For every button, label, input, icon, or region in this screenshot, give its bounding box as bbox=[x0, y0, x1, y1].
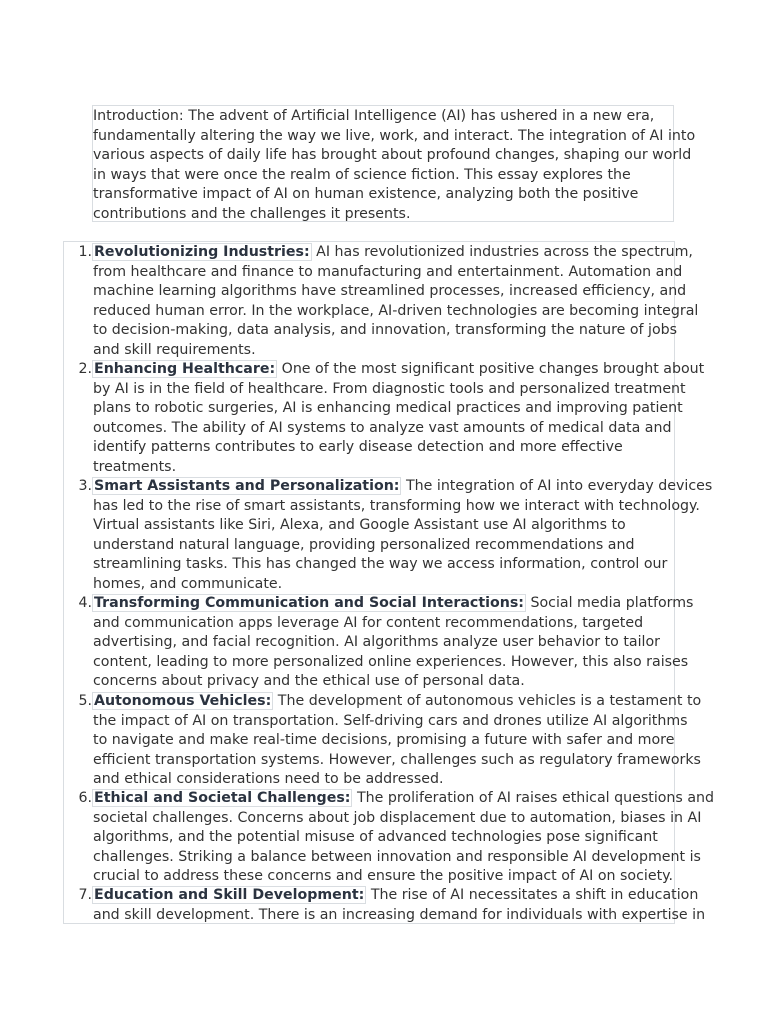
list-item-line: and skill requirements. bbox=[93, 341, 256, 358]
list-item-text bbox=[93, 594, 694, 692]
list-item-text bbox=[93, 477, 713, 594]
intro-line: contributions and the challenges it presents. bbox=[93, 205, 411, 222]
list-item-line: societal challenges. Concerns about job displacement due to automation, biases in AI bbox=[93, 809, 702, 826]
list-item-line: and ethical considerations need to be addressed. bbox=[93, 771, 444, 787]
list-item-number: 4. bbox=[78, 595, 92, 611]
list-item-line: streamlining tasks. This has changed the way we access information, control our bbox=[93, 556, 668, 572]
list-item-text bbox=[93, 789, 715, 887]
list-item-heading: Revolutionizing Industries: bbox=[94, 244, 310, 260]
list-item-number: 6. bbox=[78, 790, 92, 806]
list-item-line: and skill development. There is an increasing demand for individuals with expertise in bbox=[93, 906, 706, 923]
list-item-line: outcomes. The ability of AI systems to analyze vast amounts of medical data and bbox=[93, 419, 672, 436]
list-item-body: AI has revolutionized industries across the spectrum, bbox=[311, 244, 693, 260]
list-item-body: The rise of AI necessitates a shift in education bbox=[366, 887, 699, 903]
list-item-number: 5. bbox=[78, 693, 92, 709]
list-item-line: advertising, and facial recognition. AI algorithms analyze user behavior to tailor bbox=[93, 634, 660, 650]
list-item-line: to decision-making, data analysis, and innovation, transforming the nature of jobs bbox=[93, 322, 678, 338]
list-item-number: 3. bbox=[78, 478, 92, 494]
list-item-line: homes, and communicate. bbox=[93, 575, 283, 592]
list-item-body: The development of autonomous vehicles is a testament to bbox=[273, 693, 702, 709]
list-item-line: to navigate and make real-time decisions, promising a future with safer and more bbox=[93, 732, 675, 748]
list-item-line: plans to robotic surgeries, AI is enhancing medical practices and improving patient bbox=[93, 400, 683, 416]
list-item-line: Virtual assistants like Siri, Alexa, and Google Assistant use AI algorithms to bbox=[93, 517, 626, 533]
intro-line: various aspects of daily life has brought about profound changes, shaping our world bbox=[93, 147, 692, 163]
list-item-line: algorithms, and the potential misuse of advanced technologies pose significant bbox=[93, 829, 658, 845]
list-item-line: challenges. Striking a balance between innovation and responsible AI development is bbox=[93, 848, 701, 865]
list-item-line: and communication apps leverage AI for content recommendations, targeted bbox=[93, 614, 644, 631]
list-item-body: The proliferation of AI raises ethical questions and bbox=[352, 790, 715, 806]
list-item-line: identify patterns contributes to early disease detection and more effective bbox=[93, 439, 623, 455]
list-item-line: treatments. bbox=[93, 458, 177, 475]
intro-line: in ways that were once the realm of science fiction. This essay explores the bbox=[93, 166, 631, 183]
list-item-number: 7. bbox=[78, 887, 92, 903]
list-item-heading: Ethical and Societal Challenges: bbox=[94, 790, 351, 806]
intro-line: fundamentally altering the way we live, work, and interact. The integration of AI into bbox=[93, 127, 696, 144]
list-item-text bbox=[93, 886, 706, 925]
list-item-heading: Autonomous Vehicles: bbox=[94, 693, 272, 709]
list-item-heading: Enhancing Healthcare: bbox=[94, 361, 276, 377]
list-item-line: by AI is in the field of healthcare. From diagnostic tools and personalized treatment bbox=[93, 380, 686, 397]
list-item-body: One of the most significant positive changes brought about bbox=[277, 361, 705, 377]
list-item-line: machine learning algorithms have streamlined processes, increased efficiency, and bbox=[93, 283, 687, 299]
list-item-line: reduced human error. In the workplace, AI-driven technologies are becoming integral bbox=[93, 302, 699, 319]
list-item-line: crucial to address these concerns and ensure the positive impact of AI on society. bbox=[93, 868, 674, 884]
list-item-line: the impact of AI on transportation. Self-driving cars and drones utilize AI algorithms bbox=[93, 712, 688, 729]
list-item-heading: Education and Skill Development: bbox=[94, 887, 365, 903]
list-item-line: understand natural language, providing personalized recommendations and bbox=[93, 536, 635, 553]
list-item-line: content, leading to more personalized online experiences. However, this also raises bbox=[93, 653, 689, 670]
list-item-line: has led to the rise of smart assistants, transforming how we interact with technology. bbox=[93, 497, 700, 514]
list-item-text bbox=[93, 243, 699, 360]
list-item-line: from healthcare and finance to manufacturing and entertainment. Automation and bbox=[93, 263, 683, 280]
list-item-text bbox=[93, 692, 702, 790]
list-item-body: Social media platforms bbox=[525, 595, 694, 611]
list-item-number: 2. bbox=[78, 361, 92, 377]
list-item-heading: Smart Assistants and Personalization: bbox=[94, 478, 400, 494]
list-item-heading: Transforming Communication and Social Interactions: bbox=[94, 595, 524, 611]
intro-line: Introduction: The advent of Artificial Intelligence (AI) has ushered in a new era, bbox=[93, 108, 655, 124]
intro-paragraph bbox=[92, 105, 696, 222]
list-item-body: The integration of AI into everyday devices bbox=[401, 478, 713, 494]
list-item-number: 1. bbox=[78, 244, 92, 260]
numbered-list bbox=[63, 241, 715, 924]
list-item-line: concerns about privacy and the ethical use of personal data. bbox=[93, 673, 525, 689]
list-item-line: efficient transportation systems. However, challenges such as regulatory frameworks bbox=[93, 751, 701, 768]
intro-line: transformative impact of AI on human existence, analyzing both the positive bbox=[93, 186, 639, 202]
list-item-text bbox=[93, 360, 705, 477]
